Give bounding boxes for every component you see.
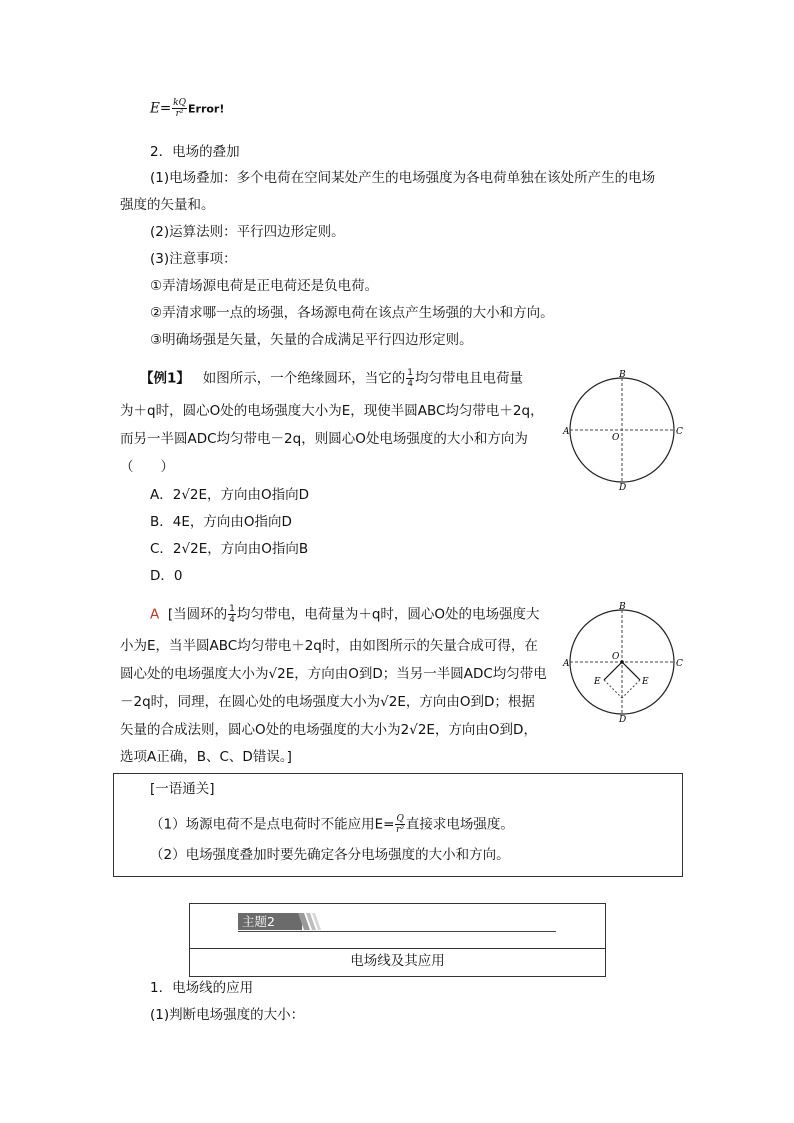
label-c-2: C	[676, 659, 683, 669]
theme-badge: 主题2	[238, 913, 302, 930]
theme-underline	[238, 931, 556, 932]
section2-item3: (3)注意事项：	[150, 251, 237, 267]
section2-item1a: (1)电场叠加：多个电荷在空间某处产生的电场强度为各电荷单独在该处所产生的电场	[150, 170, 656, 186]
answer-frac-num: 1	[229, 604, 235, 614]
answer-s2: 小为E，当半圆ABC均匀带电＋2q时，由如图所示的矢量合成可得，在	[120, 638, 538, 654]
example-s1b: 均匀带电且电荷量	[415, 370, 524, 387]
theme-badge-stripes	[298, 913, 322, 930]
section2-item2: (2)运算法则：平行四边形定则。	[150, 224, 345, 240]
theme-box	[189, 903, 606, 977]
label-a: A	[563, 427, 570, 437]
answer-s5: 矢量的合成法则，圆心O处的电场强度的大小为2√2E，方向由O到D，	[120, 722, 537, 738]
section2-item1b: 强度的矢量和。	[120, 197, 215, 213]
example-frac-num: 1	[407, 368, 414, 378]
label-b: B	[619, 370, 626, 380]
answer-s3: 圆心处的电场强度大小为√2E，方向由O到D；当另一半圆ADC均匀带电	[120, 666, 547, 682]
option-b: B．4E，方向由O指向D	[150, 514, 292, 530]
tip-t1b: 直接求电场强度。	[405, 816, 514, 833]
label-a-2: A	[563, 659, 570, 669]
section2-title: 2．电场的叠加	[150, 144, 240, 160]
example-frac-den: 4	[407, 379, 414, 389]
label-e-right: E	[642, 677, 649, 687]
section2-note1: ①弄清场源电荷是正电荷还是负电荷。	[150, 278, 379, 294]
tip-fraction	[395, 814, 404, 835]
answer-s4: －2q时，同理，在圆心处的电场强度大小为√2E，方向由O到D；根据	[120, 694, 535, 710]
answer-s6: 选项A正确，B、C、D错误。]	[120, 749, 292, 765]
section2-note2: ②弄清求哪一点的场强，各场源电荷在该点产生场强的大小和方向。	[150, 305, 554, 321]
option-c: C．2√2E，方向由O指向B	[150, 541, 309, 557]
answer-s1a: [当圆环的	[167, 606, 228, 623]
formula-error: Error!	[188, 102, 225, 116]
parallelogram-side-2	[622, 680, 640, 698]
section1-title: 1．电场线的应用	[150, 980, 254, 996]
theme-title: 电场线及其应用	[350, 953, 445, 969]
parallelogram-side-1	[604, 680, 622, 698]
option-a: A．2√2E，方向由O指向D	[150, 487, 310, 503]
example-s4: （ ）	[120, 459, 174, 475]
tip-t1a: （1）场源电荷不是点电荷时不能应用E=	[150, 816, 395, 833]
example-s2: 为＋q时，圆心O处的电场强度大小为E，现使半圆ABC均匀带电＋2q，	[120, 403, 544, 419]
tip-frac-den: r²	[396, 825, 405, 835]
ring-figure-1	[560, 368, 690, 492]
label-o-2: O	[612, 652, 620, 662]
tip-frac-num: Q	[396, 814, 404, 824]
example-label: 【例1】	[140, 370, 190, 387]
example-fraction	[406, 368, 414, 389]
formula-num: kQ	[173, 98, 187, 108]
example-line1	[140, 368, 523, 389]
example-s3: 而另一半圆ADC均匀带电－2q，则圆心O处电场强度的大小和方向为	[120, 431, 528, 447]
answer-frac-den: 4	[229, 615, 235, 625]
label-o: O	[612, 433, 620, 443]
formula-den: r²	[175, 109, 184, 119]
section2-note3: ③明确场强是矢量，矢量的合成满足平行四边形定则。	[150, 332, 473, 348]
ring-figure-2	[560, 602, 690, 724]
label-c: C	[676, 427, 683, 437]
label-d-2: D	[619, 715, 627, 724]
tip-title: [一语通关]	[150, 781, 215, 797]
answer-letter: A	[150, 606, 160, 623]
label-e-left: E	[594, 677, 601, 687]
formula-lhs: E=	[150, 100, 172, 117]
top-formula	[150, 98, 224, 119]
example-s1a: 如图所示，一个绝缘圆环，当它的	[202, 370, 406, 387]
vector-e-right	[622, 662, 640, 680]
answer-s1b: 均匀带电，电荷量为＋q时，圆心O处的电场强度大	[236, 606, 540, 623]
answer-fraction	[228, 604, 236, 625]
label-d: D	[619, 483, 627, 492]
option-d: D．0	[150, 568, 183, 584]
theme-divider	[190, 948, 605, 949]
formula-fraction	[172, 98, 187, 119]
center-point	[620, 660, 624, 664]
answer-line1	[150, 604, 540, 625]
section1-sub1: (1)判断电场强度的大小：	[150, 1007, 305, 1023]
vector-e-left	[604, 662, 622, 680]
tip-box	[113, 773, 683, 877]
label-b-2: B	[619, 602, 626, 612]
tip-line1	[150, 814, 514, 835]
tip-line2: （2）电场强度叠加时要先确定各分电场强度的大小和方向。	[150, 847, 510, 863]
